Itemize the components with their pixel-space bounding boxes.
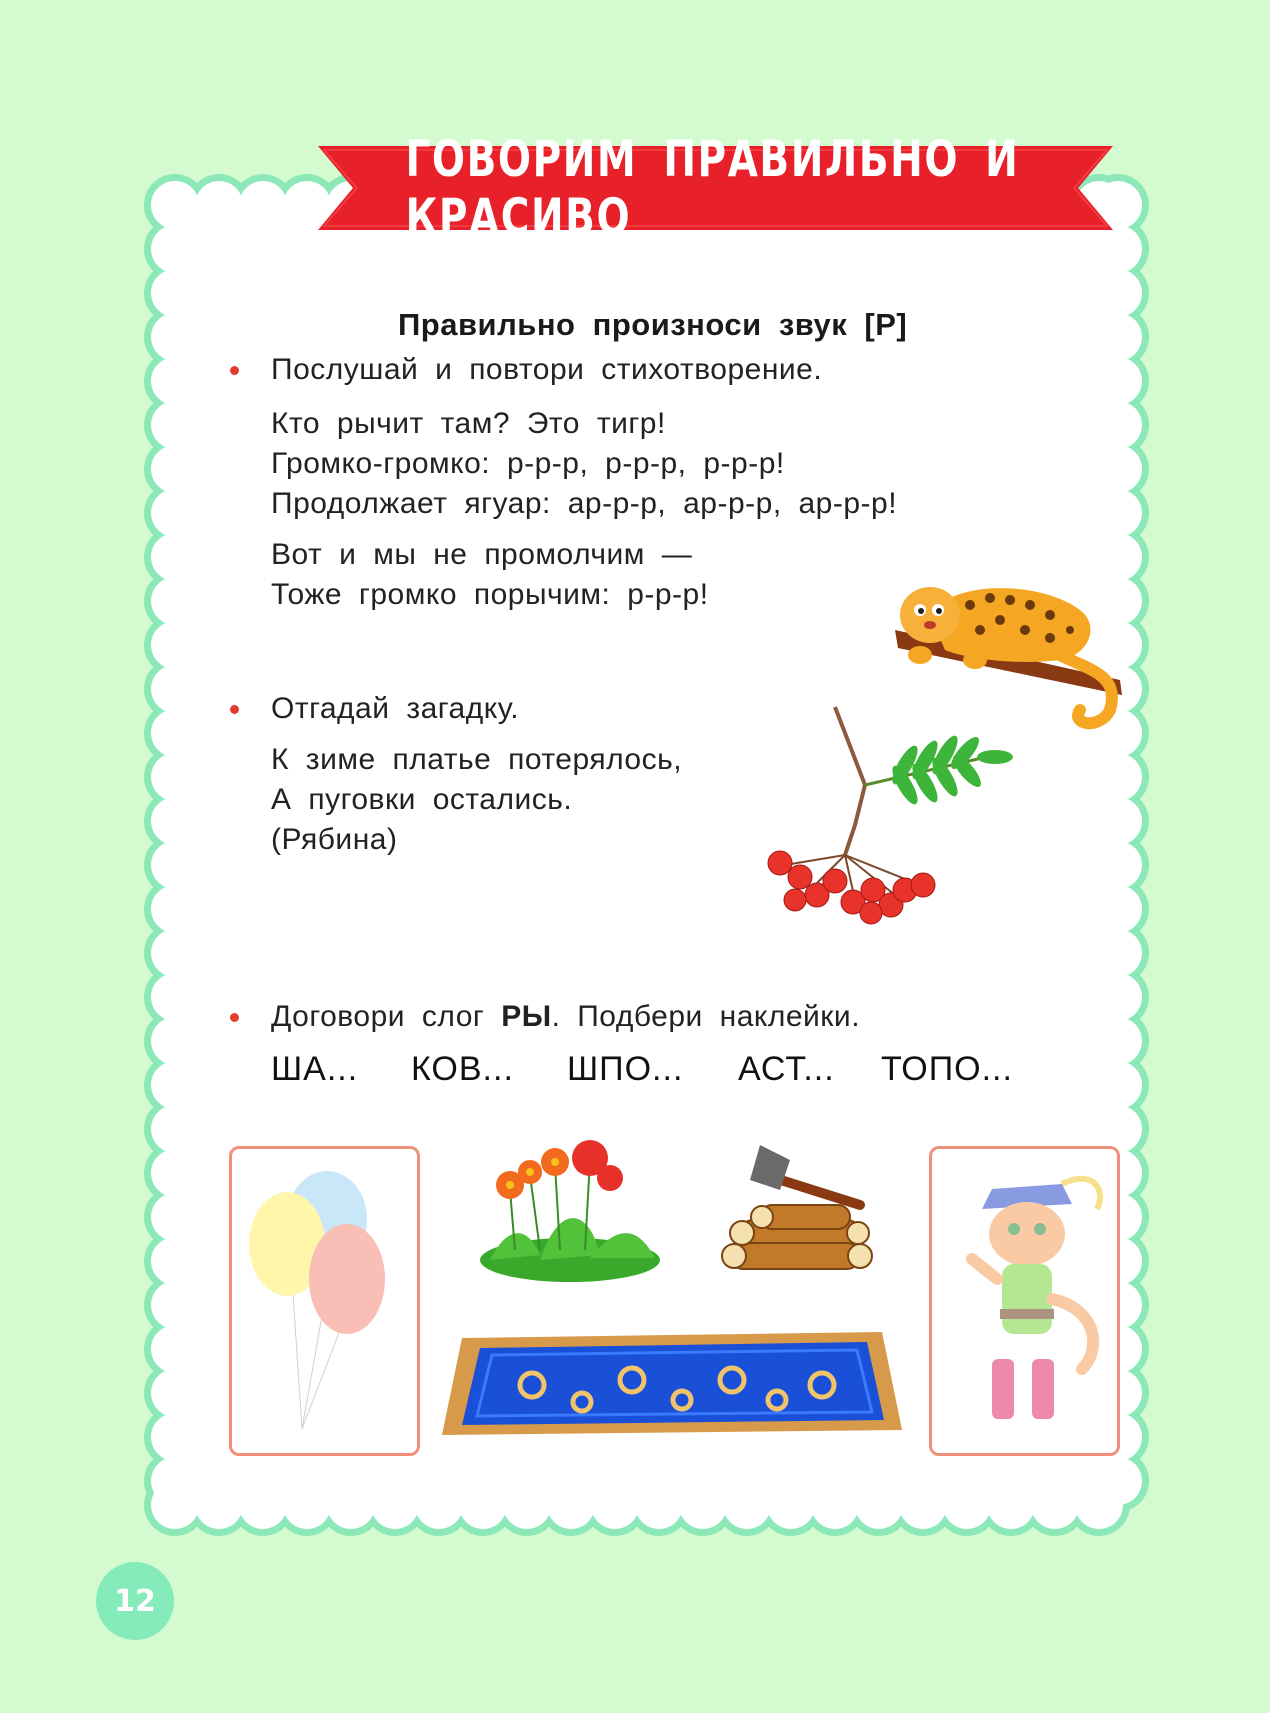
syllable-kov: КОВ... [411,1050,514,1088]
balloons-sticker-frame[interactable] [229,1146,420,1456]
task-2: Отгадай загадку. [271,692,520,725]
lesson-title: Правильно произноси звук [Р] [398,307,908,342]
task-3-before: Договори слог [271,1000,502,1033]
poem-line: Вот и мы не промолчим — [271,538,693,571]
task-3-after: . Подбери наклейки. [551,1000,861,1033]
riddle-line: А пуговки остались. [271,783,573,816]
poem-line: Тоже громко порычим: р-р-р! [271,578,709,611]
syllable-sha: ША... [271,1050,359,1088]
syllable-ast: АСТ... [738,1050,835,1088]
page-number: 12 [96,1562,174,1640]
logs-axe-illustration [720,1135,885,1290]
task-1: Послушай и повтори стихотворение. [271,353,823,386]
riddle-line: К зиме платье потерялось, [271,743,683,776]
rowan-illustration [755,705,1035,935]
carpet-illustration [442,1330,912,1445]
asters-illustration [470,1140,670,1285]
task-3 [271,997,860,1037]
balloons-icon [232,1149,417,1453]
cat-sticker-frame[interactable] [929,1146,1120,1456]
section-title: ГОВОРИМ ПРАВИЛЬНО И КРАСИВО [405,130,1020,246]
cat-in-boots-icon [932,1149,1117,1453]
syllable-topo: ТОПО... [881,1050,1013,1088]
bullet-icon [230,366,239,375]
riddle-answer: (Рябина) [271,823,398,856]
poem-line: Кто рычит там? Это тигр! [271,407,666,440]
poem-line: Громко-громко: р-р-р, р-р-р, р-р-р! [271,447,785,480]
bullet-icon [230,705,239,714]
poem-line: Продолжает ягуар: ар-р-р, ар-р-р, ар-р-р! [271,487,898,520]
bullet-icon [230,1013,239,1022]
syllable-shpo: ШПО... [567,1050,684,1088]
task-3-syllable: РЫ [501,1000,552,1033]
